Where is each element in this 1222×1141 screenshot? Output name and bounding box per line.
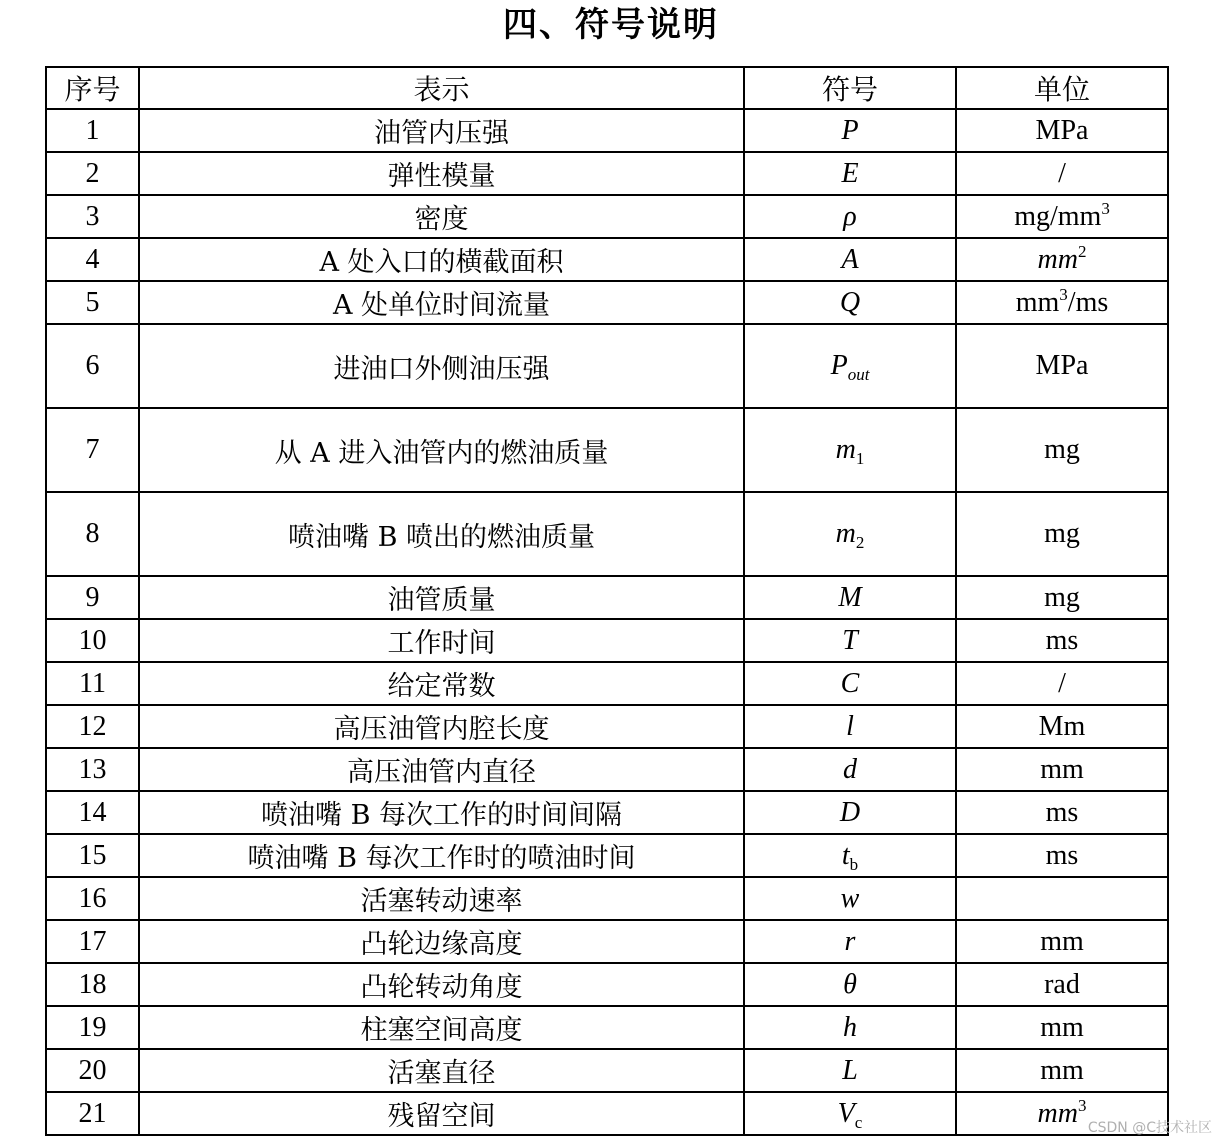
row-symbol [744,963,956,1006]
row-symbol [744,195,956,238]
table-row [46,877,1168,920]
unit-main: Mm [1038,710,1086,742]
row-symbol [744,576,956,619]
row-unit [956,705,1168,748]
row-index: 2 [46,152,139,195]
row-unit [956,920,1168,963]
row-description: 高压油管内腔长度 [139,705,744,748]
symbol-main: d [843,753,857,785]
row-description: 进油口外侧油压强 [139,324,744,408]
symbol-main: t [841,839,850,871]
symbol-main: r [844,925,856,957]
table-row [46,281,1168,324]
row-unit [956,619,1168,662]
row-index: 19 [46,1006,139,1049]
symbol-main: w [840,882,860,914]
row-description: 油管质量 [139,576,744,619]
page-title: 四、符号说明 [503,5,719,45]
row-index: 6 [46,324,139,408]
row-unit [956,576,1168,619]
row-description: 高压油管内直径 [139,748,744,791]
row-description: 柱塞空间高度 [139,1006,744,1049]
row-description: 从 A 进入油管内的燃油质量 [139,408,744,492]
symbol-main: P [830,350,848,381]
table-row [46,662,1168,705]
row-description: 弹性模量 [139,152,744,195]
row-symbol [744,152,956,195]
row-index: 17 [46,920,139,963]
row-symbol [744,619,956,662]
table-row [46,324,1168,408]
symbol-subscript: out [847,365,870,384]
row-index: 15 [46,834,139,877]
symbol-main: P [841,114,859,146]
row-description: 活塞转动速率 [139,877,744,920]
unit-main: mm [1040,1011,1084,1043]
unit-main: / [1058,667,1066,699]
table-row [46,492,1168,576]
table-row [46,791,1168,834]
symbol-main: ρ [843,200,857,232]
row-symbol [744,877,956,920]
row-description: A 处入口的横截面积 [139,238,744,281]
unit-main: ms [1045,796,1079,828]
symbol-main: M [838,581,862,613]
table-row [46,1006,1168,1049]
row-symbol [744,748,956,791]
row-symbol [744,1006,956,1049]
row-description: 凸轮转动角度 [139,963,744,1006]
symbol-main: Q [839,286,861,318]
symbol-main: T [842,624,858,656]
table-row [46,109,1168,152]
row-symbol [744,281,956,324]
table-row [46,705,1168,748]
table-row [46,238,1168,281]
header-index: 序号 [46,67,139,109]
symbol-main: A [841,243,859,275]
row-index: 10 [46,619,139,662]
row-symbol [744,109,956,152]
row-index: 12 [46,705,139,748]
unit-superscript: 3 [1101,198,1110,218]
row-symbol [744,705,956,748]
unit-main: mm [1037,1097,1078,1129]
row-symbol [744,1092,956,1135]
row-index: 21 [46,1092,139,1135]
symbol-table [45,66,1169,1136]
row-unit [956,324,1168,408]
unit-main: / [1058,157,1066,189]
table-row [46,1092,1168,1135]
unit-main: MPa [1035,114,1089,146]
row-description: 凸轮边缘高度 [139,920,744,963]
table-header-row [46,67,1168,109]
row-symbol [744,324,956,408]
row-index: 3 [46,195,139,238]
row-description: 喷油嘴 B 每次工作的时间间隔 [139,791,744,834]
unit-main: mm [1037,243,1078,275]
row-unit [956,834,1168,877]
table-row [46,619,1168,662]
row-index: 11 [46,662,139,705]
symbol-main: θ [843,968,857,1000]
unit-main: mg [1044,518,1080,549]
unit-superscript: 3 [1059,284,1068,304]
row-symbol [744,1049,956,1092]
row-symbol [744,238,956,281]
unit-main: mm [1040,753,1084,785]
row-symbol [744,662,956,705]
row-index: 9 [46,576,139,619]
table-row [46,576,1168,619]
row-index: 7 [46,408,139,492]
row-unit [956,963,1168,1006]
row-unit [956,152,1168,195]
unit-tail: /ms [1067,286,1109,318]
table-row [46,408,1168,492]
table-row [46,195,1168,238]
row-description: A 处单位时间流量 [139,281,744,324]
unit-main: ms [1045,624,1079,656]
row-description: 油管内压强 [139,109,744,152]
row-unit [956,748,1168,791]
header-description: 表示 [139,67,744,109]
row-description: 工作时间 [139,619,744,662]
unit-main: MPa [1035,350,1089,381]
table-row [46,152,1168,195]
unit-main: mm [1040,925,1084,957]
unit-main: ms [1045,839,1079,871]
symbol-main: E [841,157,859,189]
symbol-main: h [843,1011,857,1043]
row-unit [956,238,1168,281]
symbol-main: L [842,1054,858,1086]
row-unit [956,791,1168,834]
row-symbol [744,834,956,877]
row-description: 给定常数 [139,662,744,705]
symbol-main: m [835,434,856,465]
table-row [46,834,1168,877]
table-body [46,109,1168,1135]
symbol-main: V [837,1097,855,1129]
row-symbol [744,920,956,963]
row-index: 8 [46,492,139,576]
unit-main: rad [1044,968,1080,1000]
row-index: 18 [46,963,139,1006]
symbol-subscript: c [854,1112,863,1132]
symbol-main: m [835,518,856,549]
row-unit [956,195,1168,238]
row-description: 密度 [139,195,744,238]
row-unit [956,1049,1168,1092]
unit-main: mg [1044,434,1080,465]
row-description: 喷油嘴 B 喷出的燃油质量 [139,492,744,576]
watermark: CSDN @C技术社区 [1087,1120,1212,1136]
row-unit [956,662,1168,705]
row-unit [956,1006,1168,1049]
unit-superscript: 2 [1077,241,1087,261]
unit-main: mg/mm [1014,200,1102,232]
row-symbol [744,408,956,492]
unit-main: mm [1040,1054,1084,1086]
symbol-main: C [840,667,860,699]
row-index: 5 [46,281,139,324]
row-unit [956,492,1168,576]
unit-main: mm [1015,286,1060,318]
row-description: 活塞直径 [139,1049,744,1092]
table-row [46,1049,1168,1092]
symbol-subscript: 2 [855,533,865,552]
symbol-subscript: 1 [855,449,865,468]
unit-superscript: 3 [1077,1095,1087,1115]
row-index: 14 [46,791,139,834]
row-index: 16 [46,877,139,920]
row-symbol [744,791,956,834]
symbol-subscript: b [849,854,859,874]
header-symbol: 符号 [744,67,956,109]
row-unit [956,408,1168,492]
row-unit [956,109,1168,152]
unit-main: mg [1044,581,1080,613]
table-row [46,748,1168,791]
row-unit [956,281,1168,324]
row-unit [956,877,1168,920]
symbol-main: D [839,796,861,828]
table-row [46,920,1168,963]
table-row [46,963,1168,1006]
row-symbol [744,492,956,576]
row-index: 13 [46,748,139,791]
row-index: 1 [46,109,139,152]
row-index: 20 [46,1049,139,1092]
row-description: 残留空间 [139,1092,744,1135]
row-description: 喷油嘴 B 每次工作时的喷油时间 [139,834,744,877]
header-unit: 单位 [956,67,1168,109]
row-index: 4 [46,238,139,281]
symbol-main: l [846,710,854,742]
